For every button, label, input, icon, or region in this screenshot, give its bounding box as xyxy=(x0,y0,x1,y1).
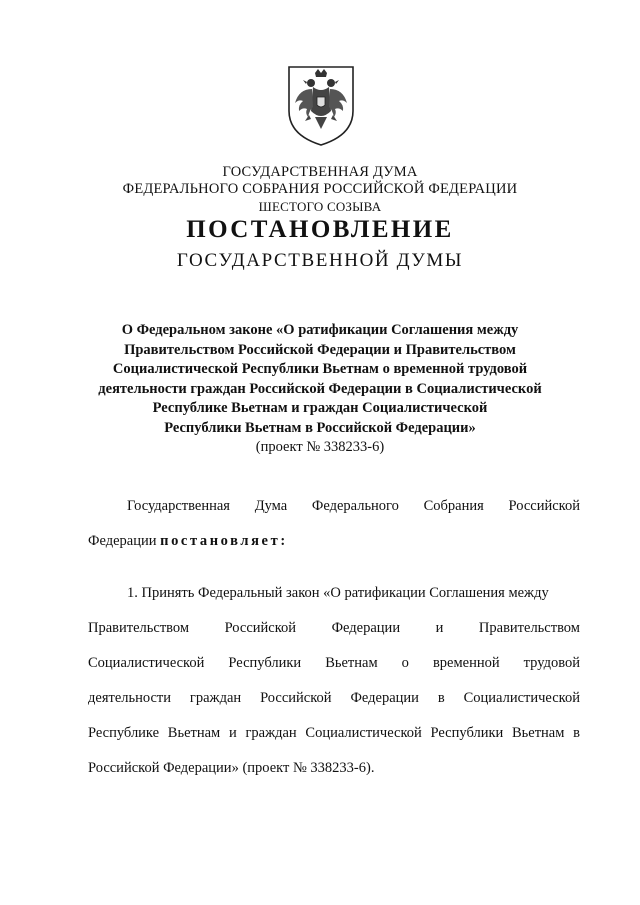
word: временной xyxy=(432,655,500,671)
word: Социалистической xyxy=(88,655,205,671)
item1-line-3 xyxy=(88,655,580,672)
subject-line: Республики Вьетнам в Российской Федерации» xyxy=(164,419,476,436)
item1-line-6: Российской Федерации» (проект № 338233-6). xyxy=(88,760,375,776)
word: Вьетнам xyxy=(325,655,378,671)
intro-prefix: Федерации xyxy=(88,533,157,549)
word: Российской xyxy=(224,620,297,636)
project-number: (проект № 338233-6) xyxy=(255,439,385,455)
word: Социалистической xyxy=(463,690,580,706)
subject-line: Социалистической Республики Вьетнам о временной трудовой xyxy=(112,361,528,377)
word: в xyxy=(437,690,445,706)
item1-line-1: 1. Принять Федеральный закон «О ратификации Соглашения между xyxy=(127,585,549,601)
subject-line: Правительством Российской Федерации и Правительством xyxy=(124,341,516,358)
item1-line-4 xyxy=(88,690,580,707)
word: Российской xyxy=(260,690,332,706)
word: Собрания xyxy=(423,498,484,514)
word: Государственная xyxy=(127,498,230,514)
word: трудовой xyxy=(523,655,580,671)
item1-line-5: Республике Вьетнам и граждан Социалистической Республики Вьетнам в xyxy=(88,725,580,741)
document-subtitle: ГОСУДАРСТВЕННОЙ ДУМЫ xyxy=(176,250,464,271)
document-title: ПОСТАНОВЛЕНИЕ xyxy=(186,216,454,243)
decree-keyword: постановляет: xyxy=(160,533,288,549)
subject-line: Республике Вьетнам и граждан Социалистической xyxy=(152,400,488,416)
subject-line: деятельности граждан Российской Федерации в Социалистической xyxy=(98,380,542,397)
issuer-header xyxy=(0,164,640,215)
intro-line-1 xyxy=(127,498,580,515)
word: о xyxy=(401,655,409,671)
subject-line: О Федеральном законе «О ратификации Соглашения между xyxy=(121,322,519,338)
intro-line-2 xyxy=(88,533,580,550)
word: Российской xyxy=(508,498,580,514)
word: и xyxy=(435,620,444,636)
header-line-3: ШЕСТОГО СОЗЫВА xyxy=(258,199,382,214)
word: Федерации xyxy=(331,620,401,636)
word: Правительством xyxy=(88,620,190,636)
coat-of-arms-icon xyxy=(285,63,357,147)
word: Федерации xyxy=(350,690,419,706)
word: Правительством xyxy=(478,620,580,636)
word: деятельности xyxy=(88,690,172,706)
word: Федерального xyxy=(311,498,399,514)
document-subject xyxy=(0,321,640,458)
word: граждан xyxy=(189,690,242,706)
item1-line-2 xyxy=(88,620,580,637)
word: Дума xyxy=(254,498,288,514)
word: Республики xyxy=(228,655,302,671)
header-line-1: ГОСУДАРСТВЕННАЯ ДУМА xyxy=(222,164,418,180)
header-line-2: ФЕДЕРАЛЬНОГО СОБРАНИЯ РОССИЙСКОЙ ФЕДЕРАЦИИ xyxy=(122,181,518,197)
